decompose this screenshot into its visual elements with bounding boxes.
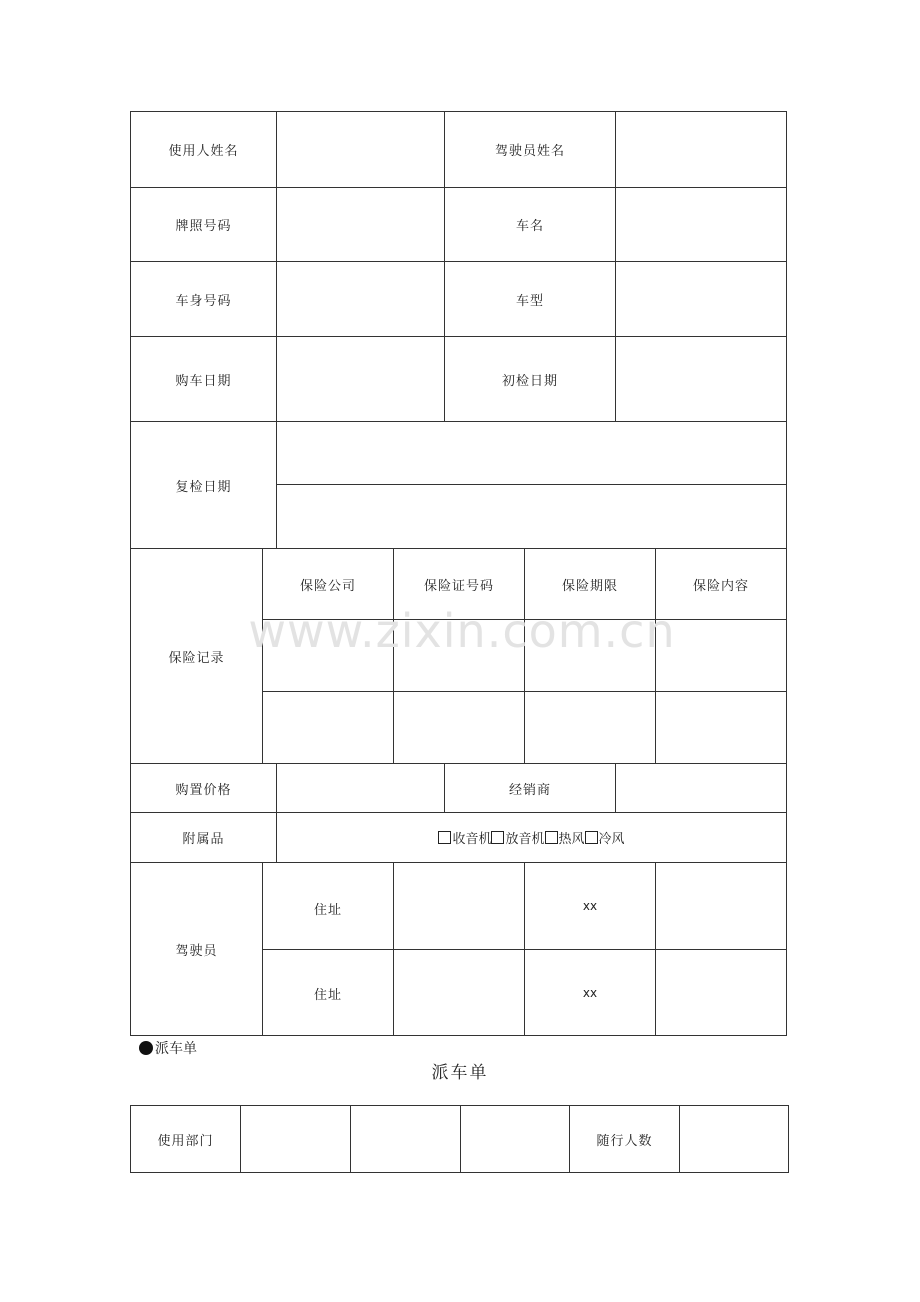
- bullet-icon: [139, 1041, 153, 1055]
- checkbox[interactable]: [491, 831, 504, 844]
- body-number-field[interactable]: [277, 262, 444, 336]
- insurance-company-header: 保险公司: [299, 578, 356, 594]
- driver-xx-field[interactable]: [656, 950, 786, 1035]
- table-border-right: [786, 111, 787, 1036]
- section-heading: [139, 1038, 197, 1058]
- accessories-options: [277, 813, 786, 862]
- insurance-cell[interactable]: [263, 620, 393, 691]
- driver-address-label: 住址: [313, 988, 342, 1003]
- insurance-cert-number-header: 保险证号码: [423, 578, 494, 594]
- insurance-cell[interactable]: [263, 692, 393, 763]
- reinspection-label: 复检日期: [175, 479, 232, 495]
- table-border-bottom: [130, 1035, 787, 1036]
- purchase-price-field[interactable]: [277, 764, 444, 812]
- checkbox[interactable]: [585, 831, 598, 844]
- ac-option-label: 冷风: [598, 832, 625, 847]
- insurance-content-header: 保险内容: [692, 578, 749, 594]
- driver-name-label: 驾驶员姓名: [494, 144, 565, 159]
- insurance-cell[interactable]: [656, 620, 786, 691]
- dispatch-cell[interactable]: [351, 1106, 460, 1172]
- insurance-cell[interactable]: [525, 692, 655, 763]
- heater-option-label: 热风: [558, 832, 585, 847]
- insurance-term-header: 保险期限: [561, 578, 618, 594]
- purchase-price-label: 购置价格: [175, 782, 232, 798]
- first-inspection-field[interactable]: [616, 337, 786, 421]
- department-field[interactable]: [241, 1106, 350, 1172]
- plate-number-label: 牌照号码: [175, 219, 232, 234]
- accessories-label: 附属品: [182, 832, 225, 847]
- body-number-label: 车身号码: [175, 293, 232, 309]
- user-name-label: 使用人姓名: [168, 144, 239, 159]
- user-name-field[interactable]: [277, 112, 444, 187]
- insurance-cell[interactable]: [394, 620, 524, 691]
- vehicle-name-field[interactable]: [616, 188, 786, 261]
- checkbox[interactable]: [438, 831, 451, 844]
- driver-xx-label: xx: [582, 985, 598, 1000]
- insurance-record-label: 保险记录: [168, 650, 225, 666]
- section-heading-text: 派车单: [155, 1041, 197, 1057]
- driver-address-field[interactable]: [394, 863, 524, 949]
- driver-address-field[interactable]: [394, 950, 524, 1035]
- insurance-cell[interactable]: [394, 692, 524, 763]
- driver-xx-label: xx: [582, 899, 598, 913]
- reinspection-field-1[interactable]: [277, 422, 786, 484]
- plate-number-field[interactable]: [277, 188, 444, 261]
- driver-name-field[interactable]: [616, 112, 786, 187]
- driver-address-label: 住址: [313, 903, 342, 918]
- vehicle-name-label: 车名: [515, 219, 544, 234]
- reinspection-field-2[interactable]: [277, 485, 786, 548]
- cassette-option-label: 放音机: [505, 832, 545, 847]
- dealer-field[interactable]: [616, 764, 786, 812]
- companions-label: 随行人数: [596, 1133, 653, 1149]
- purchase-date-label: 购车日期: [175, 373, 232, 389]
- model-label: 车型: [515, 293, 544, 309]
- insurance-cell[interactable]: [525, 620, 655, 691]
- table-border-right: [788, 1105, 789, 1173]
- dealer-label: 经销商: [508, 782, 551, 798]
- department-label: 使用部门: [157, 1133, 214, 1149]
- model-field[interactable]: [616, 262, 786, 336]
- purchase-date-field[interactable]: [277, 337, 444, 421]
- checkbox[interactable]: [545, 831, 558, 844]
- dispatch-cell[interactable]: [461, 1106, 569, 1172]
- driver-xx-field[interactable]: [656, 863, 786, 949]
- companions-field[interactable]: [680, 1106, 788, 1172]
- radio-option-label: 收音机: [452, 832, 492, 847]
- driver-label: 驾驶员: [175, 943, 218, 959]
- dispatch-title: 派车单: [431, 1063, 489, 1083]
- watermark: www.zixin.com.cn: [248, 604, 676, 658]
- first-inspection-label: 初检日期: [501, 373, 558, 389]
- insurance-cell[interactable]: [656, 692, 786, 763]
